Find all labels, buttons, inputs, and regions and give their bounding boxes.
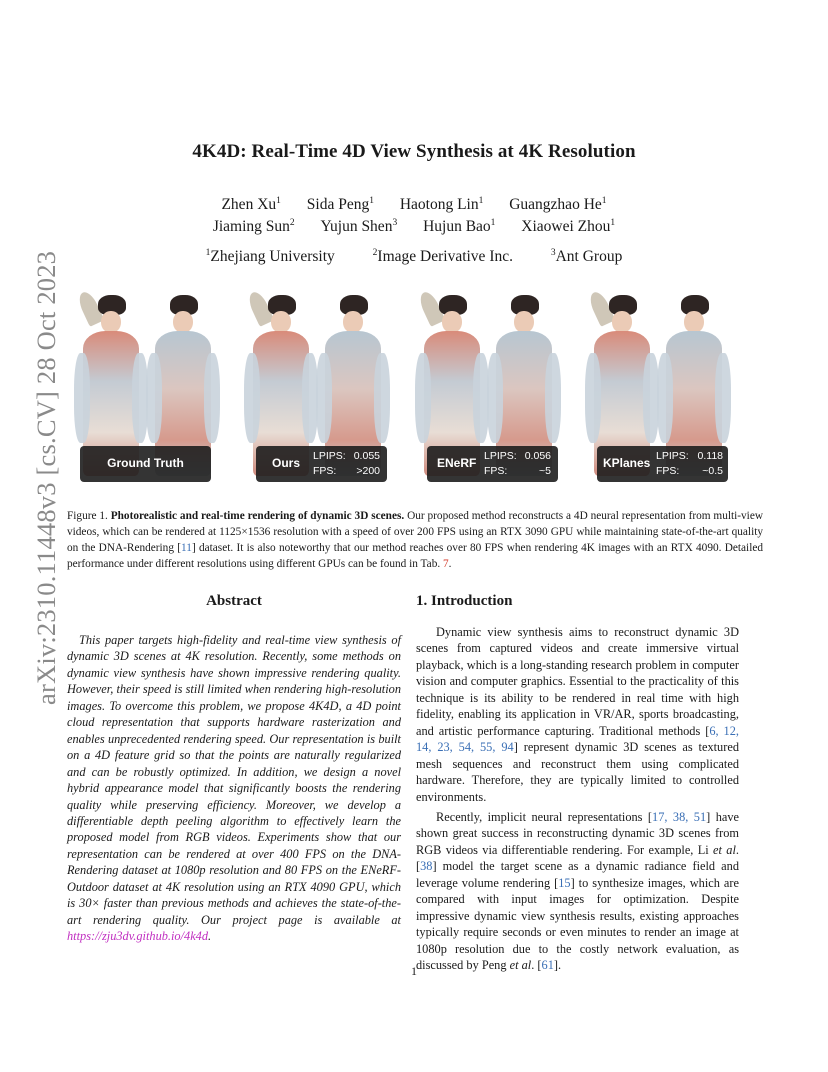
method-name: Ours [272,456,301,470]
fps-label: FPS: [656,465,680,477]
author: Haotong Lin$^1$ [399,196,484,213]
arxiv-stamp: arXiv:2310.11448v3 [cs.CV] 28 Oct 2023 [31,250,61,705]
author: Yujun Shen$^3$ [320,218,398,235]
authors-row-2 [0,218,828,236]
citation-link[interactable]: 38 [420,859,433,874]
abstract-heading: Abstract [206,593,262,609]
affiliation: $^3$Ant Group [550,248,623,265]
introduction-heading: 1. Introduction [416,593,513,609]
lpips-value: 0.118 [697,450,723,462]
method-label [80,446,211,482]
teaser-panel-kplanes [583,292,731,490]
author: Sida Peng$^1$ [306,196,374,213]
lpips-value: 0.056 [524,450,551,462]
page-number: 1 [411,964,417,978]
citation-link[interactable]: 17, 38, 51 [652,809,707,824]
author: Xiaowei Zhou$^1$ [521,218,616,235]
method-name: Ground Truth [107,456,184,470]
citation-link[interactable]: 61 [541,958,554,973]
citation-link[interactable]: 11 [181,542,192,554]
table-ref-link[interactable]: 7 [443,558,449,570]
lpips-label: LPIPS: [656,450,689,462]
fps-value: ~5 [539,465,551,477]
lpips-value: 0.055 [353,450,380,462]
fps-label: FPS: [313,465,337,477]
lpips-label: LPIPS: [313,450,346,462]
author: Guangzhao He$^1$ [509,196,607,213]
method-label [427,446,558,482]
author: Hujun Bao$^1$ [423,218,496,235]
fps-value: ~0.5 [702,465,723,477]
affiliation: $^2$Image Derivative Inc. [372,248,513,265]
method-name: ENeRF [437,456,477,470]
lpips-label: LPIPS: [484,450,517,462]
method-label [597,446,728,482]
fps-label: FPS: [484,465,508,477]
citation-link[interactable]: 6, 12, 14, 23, 54, 55, 94 [416,723,739,755]
author: Zhen Xu$^1$ [221,196,281,213]
method-name: KPlanes [603,456,651,470]
introduction-body: Dynamic view synthesis aims to reconstruct dynamic 3D scenes from captured videos and create immersive virtual playback, which is a long-standing research problem in computer vision and computer graphics. Essential to the practicality of this technique is its ability to be rendered in real time with high fidelity, enabling its application in VR/AR, sports broadcasting, and artistic performance capturing. Traditional methods [6, 12, 14, 23, 54, 55, 94] represent dynamic 3D scenes as textured mesh sequences and reconstruct them using complicated hardware. Therefore, they are typically limited to controlled environments. Recently, implicit neural representations [17, 38, 51] have shown great success in reconstructing dynamic 3D scenes from RGB videos via differentiable rendering. For example, Li et al. [38] model the target scene as a dynamic radiance field and leverage volume rendering [15] to synthesize images, which are compared with input images for optimization. Despite impressive dynamic view synthesis results, existing approaches typically require seconds or even minutes to render an image at 1080p resolution due to the costly network evaluation, as discussed by Peng et al. [61]. [416,625,740,973]
teaser-panel-ours [242,292,390,490]
paper-title: 4K4D: Real-Time 4D View Synthesis at 4K Resolution [192,141,636,162]
teaser-panel-ground-truth [72,292,220,490]
method-label [256,446,387,482]
author: Jiaming Sun$^2$ [212,218,295,235]
fps-value: >200 [356,465,380,477]
affiliations [0,248,828,266]
figure-caption: Figure 1. Photorealistic and real-time rendering of dynamic 3D scenes. Our proposed method reconstructs a 4D neural representation from multi-view videos, which can be rendered at 1125×1536 resolution with a speed of over 200 FPS using an RTX 3090 GPU while maintaining state-of-the-art quality on the DNA-Rendering [11] dataset. It is also noteworthy that our method reaches over 80 FPS when rendering 4K images with an RTX 4090. Detailed performance under different resolutions using different GPUs can be found in Tab. 7. [67,510,763,570]
affiliation: $^1$Zhejiang University [205,248,335,265]
teaser-figure [0,292,828,492]
abstract-body: This paper targets high-fidelity and real-time view synthesis of dynamic 3D scenes at 4K resolution. Recently, some methods on dynamic view synthesis have shown impressive rendering quality. However, their speed is still limited when rendering high-resolution images. To overcome this problem, we propose 4K4D, a 4D point cloud representation that supports hardware rasterization and enables unprecedented rendering speed. Our representation is built on a 4D feature grid so that the points are naturally regularized and can be robustly optimized. In addition, we design a novel hybrid appearance model that significantly boosts the rendering quality while preserving efficiency. Moreover, we develop a differentiable depth peeling algorithm to effectively learn the proposed model from RGB videos. Experiments show that our representation can be rendered at over 400 FPS on the DNA-Rendering dataset at 1080p resolution and 80 FPS on the ENeRF-Outdoor dataset at 4K resolution using an RTX 4090 GPU, which is 30× faster than previous methods and achieves the state-of-the-art rendering quality. Our project page is available at https://zju3dv.github.io/4k4d. [67,633,401,944]
citation-link[interactable]: 15 [558,875,571,890]
teaser-panel-enerf [413,292,561,490]
authors-row-1 [0,196,828,214]
project-page-link[interactable]: https://zju3dv.github.io/4k4d [67,929,209,944]
